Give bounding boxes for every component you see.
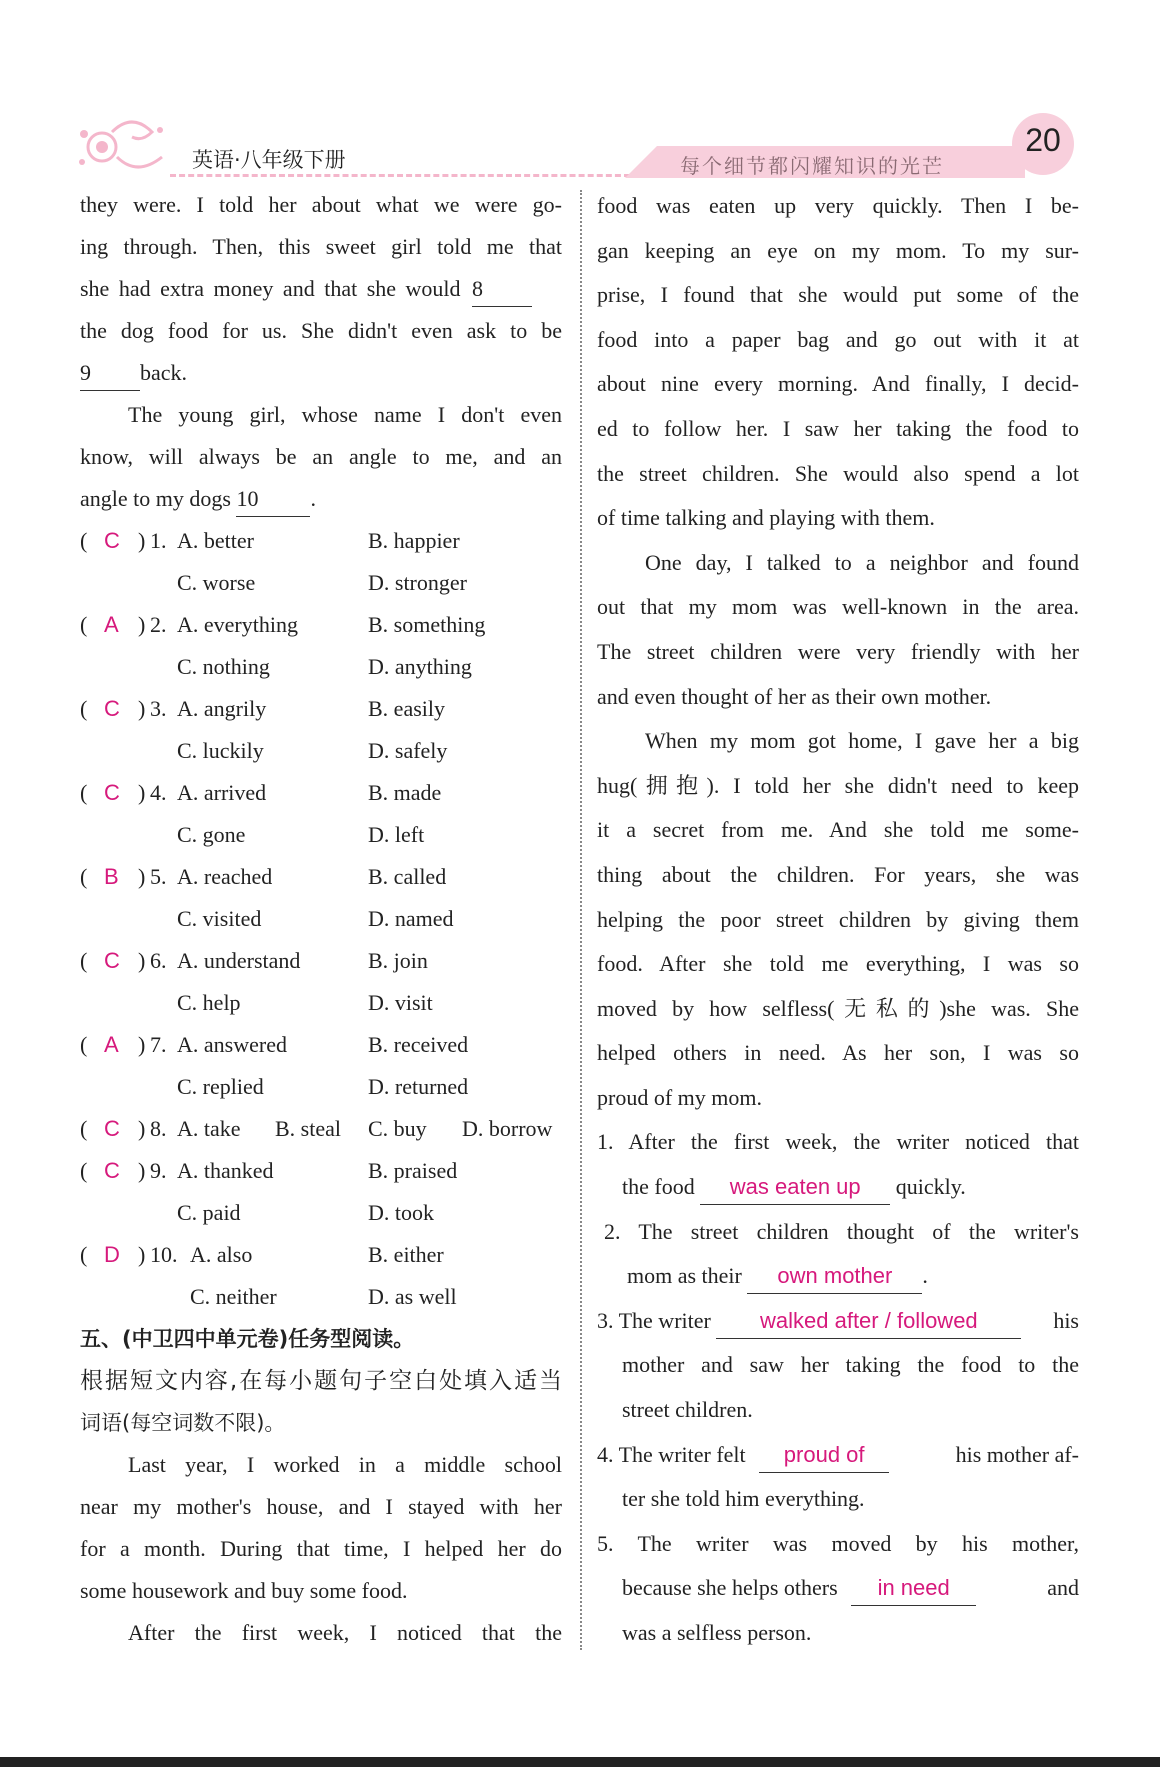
floral-ornament-icon xyxy=(72,112,182,182)
option-a: A. also xyxy=(190,1242,253,1267)
question-number: 2. xyxy=(150,612,167,637)
task-question-5: 5. The writer was moved by his mother, xyxy=(597,1530,1079,1556)
passage-text: she had extra money and that she would xyxy=(80,276,461,301)
option-d: D. returned xyxy=(368,1074,469,1099)
passage-line: for a month. During that time, I helped her do xyxy=(80,1536,562,1561)
question-number: 7. xyxy=(150,1032,167,1057)
task-question-3 xyxy=(597,1299,1079,1344)
passage-line: helped others in need. As her son, I was so xyxy=(597,1040,1079,1066)
answer: D xyxy=(104,1242,120,1267)
task-question-5-line2 xyxy=(597,1566,1079,1611)
slogan: 每个细节都闪耀知识的光芒 xyxy=(680,154,944,178)
passage-line: it a secret from me. And she told me some- xyxy=(597,817,1079,843)
option-c: C. nothing xyxy=(177,654,270,679)
passage-text: angle to my dogs xyxy=(80,486,231,511)
answer-blank-2: own mother xyxy=(747,1259,922,1294)
option-c: C. luckily xyxy=(177,738,264,763)
left-column xyxy=(80,184,562,1654)
passage-line: moved by how selfless(无私的)she was. She xyxy=(597,995,1079,1021)
passage-line: some housework and buy some food. xyxy=(80,1578,408,1603)
question-2: ( A ) 2. A. everything B. something xyxy=(80,604,562,646)
question-3: ( C ) 3. A. angrily B. easily xyxy=(80,688,562,730)
option-d: D. as well xyxy=(368,1284,457,1309)
option-b: B. received xyxy=(368,1032,469,1057)
option-c: C. replied xyxy=(177,1074,264,1099)
passage-line: After the first week, I noticed that the xyxy=(128,1620,562,1645)
answer: A xyxy=(104,1032,119,1057)
question-10-row2 xyxy=(80,1276,562,1318)
passage-line: proud of my mom. xyxy=(597,1084,762,1110)
passage-line: prise, I found that she would put some of the xyxy=(597,282,1079,308)
option-c: C. neither xyxy=(190,1284,277,1309)
question-7-row2 xyxy=(80,1066,562,1108)
question-number: 1. xyxy=(150,528,167,553)
option-a: A. everything xyxy=(177,612,298,637)
question-6-row2 xyxy=(80,982,562,1024)
passage-line: the dog food for us. She didn't even ask to be xyxy=(80,318,562,343)
passage-line: out that my mom was well-known in the area. xyxy=(597,594,1079,620)
option-a: A. angrily xyxy=(177,696,267,721)
passage-line xyxy=(80,268,562,310)
answer: C xyxy=(104,948,120,973)
answer: C xyxy=(104,528,120,553)
question-number: 4. xyxy=(150,780,167,805)
answer-blank-5: in need xyxy=(851,1571,976,1606)
task-question-2: 2. The street children thought of the writer's xyxy=(604,1218,1079,1244)
option-b: B. happier xyxy=(368,528,460,553)
task-question-4 xyxy=(597,1433,1079,1478)
question-8: ( C ) 8. A. take B. steal C. buy D. borrow xyxy=(80,1108,562,1150)
task-question-1: 1. After the first week, the writer noticed that xyxy=(597,1129,1079,1155)
passage-line: they were. I told her about what we were go- xyxy=(80,192,562,217)
answer: B xyxy=(104,864,119,889)
passage-line: know, will always be an angle to me, and an xyxy=(80,444,562,469)
answer-blank-3: walked after / followed xyxy=(716,1304,1021,1339)
passage-line: When my mom got home, I gave her a big xyxy=(645,728,1079,754)
passage-text: back. xyxy=(140,360,188,385)
question-text: quickly. xyxy=(895,1174,966,1200)
task-question-5-line3: was a selfless person. xyxy=(622,1620,812,1645)
blank-9: 9 xyxy=(80,356,140,391)
answer: A xyxy=(104,612,119,637)
blank-8: 8 xyxy=(472,272,532,307)
question-number: 10. xyxy=(150,1242,178,1267)
question-5-row2 xyxy=(80,898,562,940)
passage-line: about nine every morning. And finally, I decid- xyxy=(597,371,1079,397)
option-d: D. stronger xyxy=(368,570,467,595)
option-b: B. steal xyxy=(275,1116,341,1141)
footer-bar xyxy=(0,1757,1160,1767)
passage-line: of time talking and playing with them. xyxy=(597,505,935,531)
header-divider xyxy=(170,174,630,177)
instruction-line: 根据短文内容,在每小题句子空白处填入适当 xyxy=(80,1368,562,1394)
question-text: because she helps others xyxy=(622,1575,838,1601)
passage-line: food. After she told me everything, I was so xyxy=(597,951,1079,977)
task-question-2-line2 xyxy=(597,1254,1079,1299)
question-text: . xyxy=(922,1263,928,1289)
blank-10: 10 xyxy=(236,482,310,517)
question-7: ( A ) 7. A. answered B. received xyxy=(80,1024,562,1066)
passage-line: food was eaten up very quickly. Then I be- xyxy=(597,193,1079,218)
passage-line: near my mother's house, and I stayed with her xyxy=(80,1494,562,1519)
task-question-1-line2 xyxy=(597,1165,1079,1210)
option-a: A. understand xyxy=(177,948,301,973)
question-9: ( C ) 9. A. thanked B. praised xyxy=(80,1150,562,1192)
question-number: 8. xyxy=(150,1116,167,1141)
answer: C xyxy=(104,1116,120,1141)
task-question-4-line2: ter she told him everything. xyxy=(622,1486,865,1512)
answer: C xyxy=(104,780,120,805)
passage-line: and even thought of her as their own mother. xyxy=(597,683,992,709)
option-b: B. easily xyxy=(368,696,445,721)
question-text: 3. The writer xyxy=(597,1307,711,1333)
question-text: and xyxy=(1047,1575,1079,1601)
option-b: B. either xyxy=(368,1242,444,1267)
question-1-row2 xyxy=(80,562,562,604)
option-b: B. called xyxy=(368,864,447,889)
question-number: 9. xyxy=(150,1158,167,1183)
option-b: B. made xyxy=(368,780,442,805)
passage-line: food into a paper bag and go out with it at xyxy=(597,326,1079,352)
question-9-row2 xyxy=(80,1192,562,1234)
section-title: 五、(中卫四中单元卷)任务型阅读。 xyxy=(80,1327,415,1351)
option-c: C. help xyxy=(177,990,241,1015)
answer-blank-4: proud of xyxy=(759,1438,889,1473)
passage-line: hug(拥抱). I told her she didn't need to keep xyxy=(597,772,1079,798)
answer-blank-1: was eaten up xyxy=(700,1170,890,1205)
option-a: A. thanked xyxy=(177,1158,274,1183)
option-d: D. left xyxy=(368,822,425,847)
passage-line: ing through. Then, this sweet girl told me that xyxy=(80,234,562,259)
option-b: B. praised xyxy=(368,1158,458,1183)
passage-line: gan keeping an eye on my mom. To my sur- xyxy=(597,237,1079,263)
instruction-line: 词语(每空词数不限)。 xyxy=(80,1411,286,1435)
passage-line: helping the poor street children by giving them xyxy=(597,906,1079,932)
option-c: C. paid xyxy=(177,1200,241,1225)
option-a: A. arrived xyxy=(177,780,267,805)
task-question-3-line3: street children. xyxy=(622,1397,753,1423)
option-a: A. answered xyxy=(177,1032,287,1057)
option-a: A. take xyxy=(177,1116,241,1141)
column-divider xyxy=(580,190,582,1650)
question-2-row2 xyxy=(80,646,562,688)
question-6: ( C ) 6. A. understand B. join xyxy=(80,940,562,982)
question-number: 3. xyxy=(150,696,167,721)
option-d: D. safely xyxy=(368,738,448,763)
option-c: C. buy xyxy=(368,1116,427,1141)
page-number: 20 xyxy=(1025,122,1061,158)
question-3-row2 xyxy=(80,730,562,772)
passage-line: The young girl, whose name I don't even xyxy=(128,402,562,427)
option-d: D. visit xyxy=(368,990,433,1015)
option-b: B. join xyxy=(368,948,428,973)
answer: C xyxy=(104,1158,120,1183)
question-text: his mother af- xyxy=(955,1441,1079,1467)
book-title: 英语·八年级下册 xyxy=(192,148,346,172)
question-5: ( B ) 5. A. reached B. called xyxy=(80,856,562,898)
passage-line: thing about the children. For years, she was xyxy=(597,861,1079,887)
question-4-row2 xyxy=(80,814,562,856)
passage-line: ed to follow her. I saw her taking the food to xyxy=(597,415,1079,441)
question-text: 4. The writer felt xyxy=(597,1441,746,1467)
passage-line: the street children. She would also spend a lot xyxy=(597,460,1079,486)
page-header xyxy=(0,0,1160,190)
option-a: A. better xyxy=(177,528,254,553)
option-c: C. worse xyxy=(177,570,256,595)
question-10: ( D ) 10. A. also B. either xyxy=(80,1234,562,1276)
right-column xyxy=(597,184,1079,1656)
passage-line: Last year, I worked in a middle school xyxy=(128,1452,562,1477)
option-d: D. anything xyxy=(368,654,472,679)
option-c: C. visited xyxy=(177,906,262,931)
option-d: D. took xyxy=(368,1200,434,1225)
option-d: D. borrow xyxy=(462,1116,553,1141)
passage-text: . xyxy=(310,486,316,511)
option-a: A. reached xyxy=(177,864,273,889)
option-c: C. gone xyxy=(177,822,246,847)
option-d: D. named xyxy=(368,906,454,931)
question-1: ( C ) 1. A. better B. happier xyxy=(80,520,562,562)
question-text: the food xyxy=(622,1174,695,1200)
passage-line: The street children were very friendly with her xyxy=(597,638,1079,664)
answer: C xyxy=(104,696,120,721)
question-4: ( C ) 4. A. arrived B. made xyxy=(80,772,562,814)
task-question-3-line2: mother and saw her taking the food to the xyxy=(622,1352,1079,1378)
passage-line: One day, I talked to a neighbor and found xyxy=(645,549,1079,575)
question-number: 5. xyxy=(150,864,167,889)
passage-line xyxy=(80,352,562,394)
question-text: mom as their xyxy=(627,1263,742,1289)
question-list xyxy=(80,520,562,1318)
question-text: his xyxy=(1053,1307,1079,1333)
option-b: B. something xyxy=(368,612,486,637)
passage-line xyxy=(80,478,562,520)
question-number: 6. xyxy=(150,948,167,973)
